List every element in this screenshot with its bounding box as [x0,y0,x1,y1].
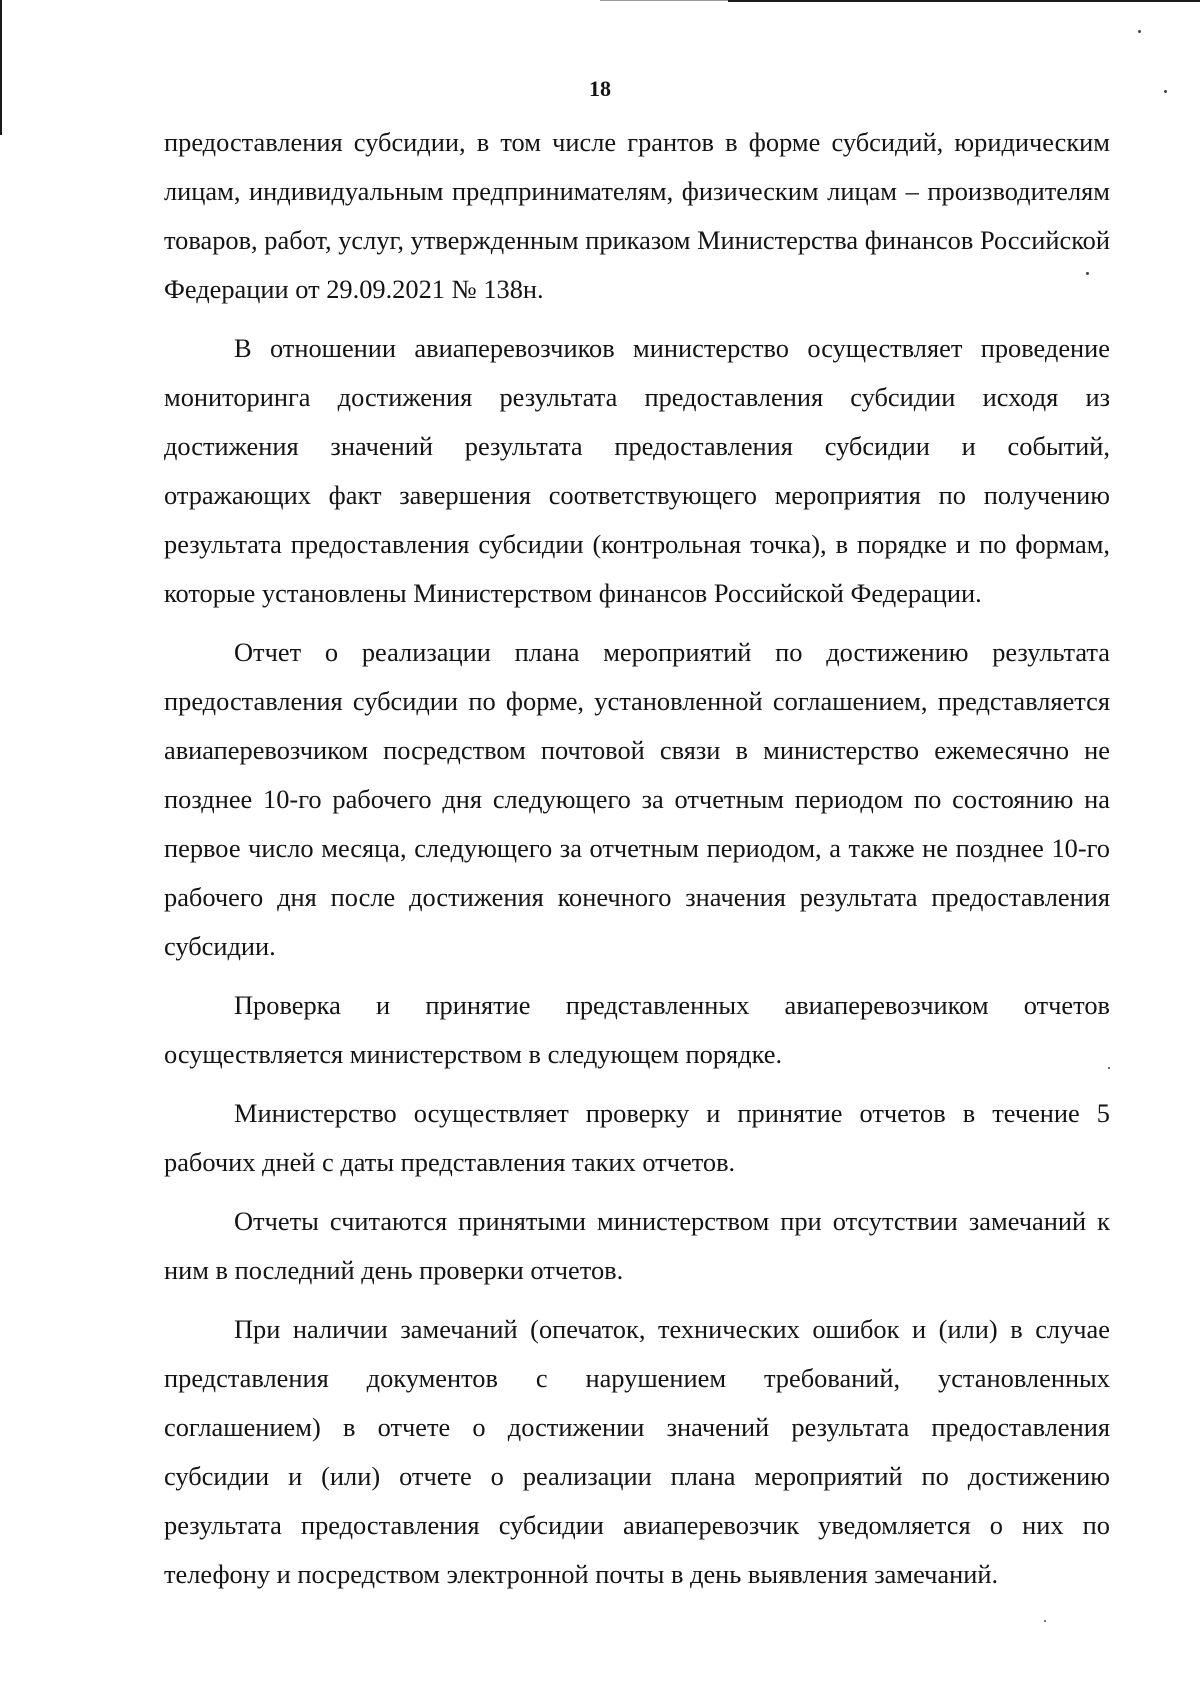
document-body [164,118,1110,1609]
paragraph: Отчет о реализации плана мероприятий по достижению результата предоставления субсидии по форме, установленной соглашением, представляется авиаперевозчиком посредством почтовой связи в министерство ежемесячно не позднее 10-го рабочего дня следующего за отчетным периодом по состоянию на первое число месяца, следующего за отчетным периодом, а также не позднее 10-го рабочего дня после достижения конечного значения результата предоставления субсидии. [164,637,1110,961]
paragraph: Отчеты считаются принятыми министерством при отсутствии замечаний к ним в последний день проверки отчетов. [164,1206,1110,1285]
scan-edge-mark-left [0,0,2,135]
paragraph: предоставления субсидии, в том числе грантов в форме субсидий, юридическим лицам, индивидуальным предпринимателям, физическим лицам – производителям товаров, работ, услуг, утвержденным приказом Министерства финансов Российской Федерации от 29.09.2021 № 138н. [164,127,1110,304]
paragraph: Проверка и принятие представленных авиаперевозчиком отчетов осуществляется министерством в следующем порядке. [164,990,1110,1069]
scan-edge-mark-top [728,0,1200,2]
paragraph: При наличии замечаний (опечаток, технических ошибок и (или) в случае представления документов с нарушением требований, установленных соглашением) в отчете о достижении значений результата предоставления субсидии и (или) отчете о реализации плана мероприятий по достижению результата предоставления субсидии авиаперевозчик уведомляется о них по телефону и посредством электронной почты в день выявления замечаний. [164,1314,1110,1589]
paragraph: В отношении авиаперевозчиков министерство осуществляет проведение мониторинга достижения результата предоставления субсидии исходя из достижения значений результата предоставления субсидии и событий, отражающих факт завершения соответствующего мероприятия по получению результата предоставления субсидии (контрольная точка), в порядке и по формам, которые установлены Министерством финансов Российской Федерации. [164,333,1110,608]
scan-speck [1138,30,1141,33]
paragraph: Министерство осуществляет проверку и принятие отчетов в течение 5 рабочих дней с даты представления таких отчетов. [164,1098,1110,1177]
scan-speck [1044,1620,1046,1622]
page-number: 18 [589,76,611,101]
scan-edge-mark-top-faint [600,0,728,1]
